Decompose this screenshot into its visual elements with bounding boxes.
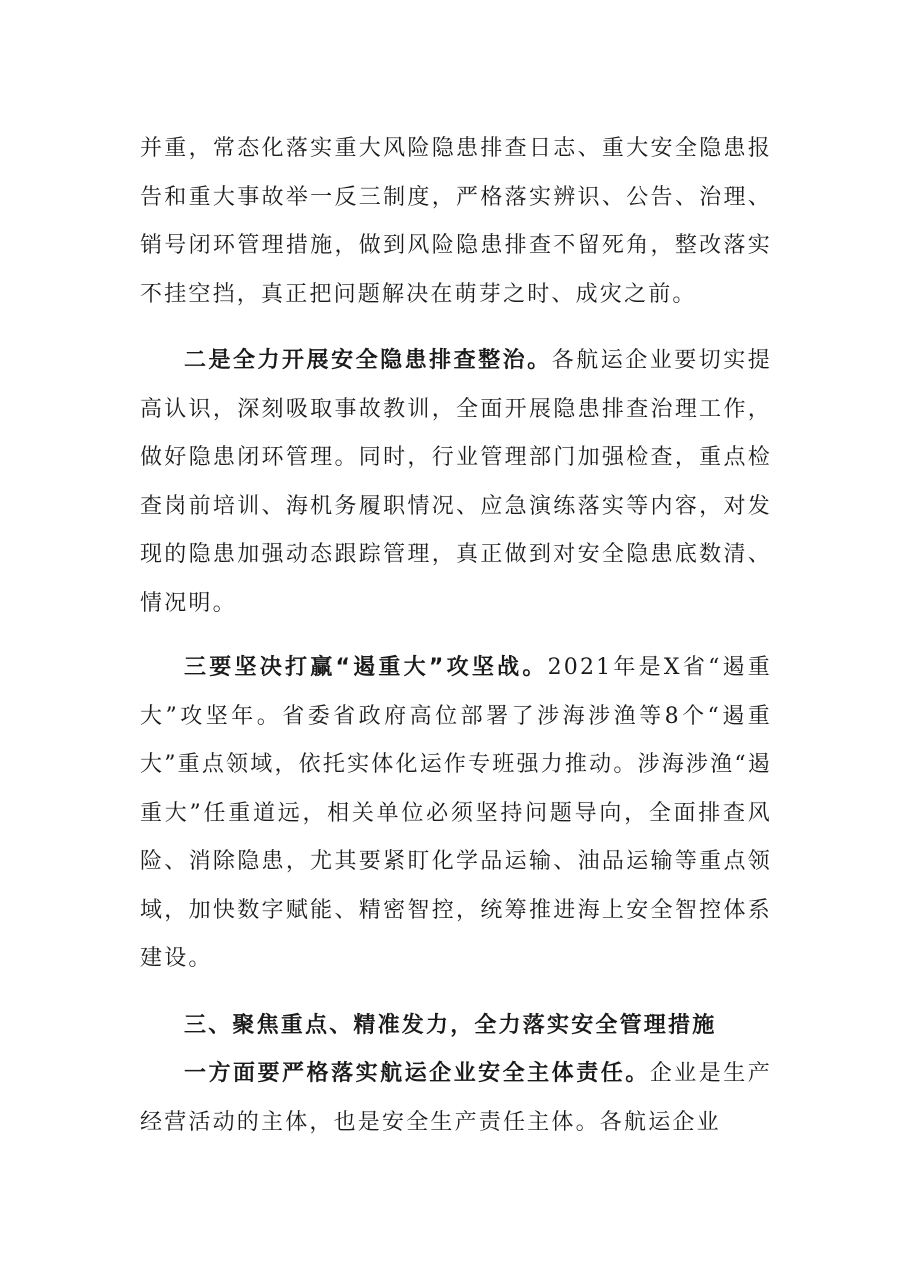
- paragraph-text: 2021年是X省“遏重大”攻坚年。省委省政府高位部署了涉海涉渔等8个“遏重大”重点领域，依托实体化运作专班强力推动。涉海涉渔“遏重大”任重道远，相关单位必须坚持问题导向，全面排查风险、消除隐患，尤其要紧盯化学品运输、油品运输等重点领域，加快数字赋能、精密智控，统筹推进海上安全智控体系建设。: [140, 655, 772, 971]
- paragraph-text: 并重，常态化落实重大风险隐患排查日志、重大安全隐患报告和重大事故举一反三制度，严格落实辨识、公告、治理、销号闭环管理措施，做到风险隐患排查不留死角，整改落实不挂空挡，真正把问题解决在萌芽之时、成灾之前。: [140, 136, 772, 307]
- paragraph-continuation: [140, 125, 772, 319]
- paragraph-text: 企业是生产经营活动的主体，也是安全生产责任主体。各航运企业: [140, 1061, 772, 1135]
- document-body: [140, 125, 772, 1147]
- paragraph-hazard-inspection: [140, 337, 772, 628]
- paragraph-lead: 三要坚决打赢“遏重大”攻坚战。: [184, 655, 548, 680]
- paragraph-text: 各航运企业要切实提高认识，深刻吸取事故教训，全面开展隐患排查治理工作，做好隐患闭环管理。同时，行业管理部门加强检查，重点检查岗前培训、海机务履职情况、应急演练落实等内容，对发现的隐患加强动态跟踪管理，真正做到对安全隐患底数清、情况明。: [140, 348, 772, 616]
- section-heading: 三、聚焦重点、精准发力，全力落实安全管理措施: [184, 1012, 717, 1038]
- paragraph-enterprise-responsibility: [140, 1050, 772, 1147]
- paragraph-major-accident-campaign: [140, 644, 772, 984]
- paragraph-lead: 二是全力开展安全隐患排查整治。: [184, 348, 552, 373]
- paragraph-lead: 一方面要严格落实航运企业安全主体责任。: [184, 1061, 650, 1086]
